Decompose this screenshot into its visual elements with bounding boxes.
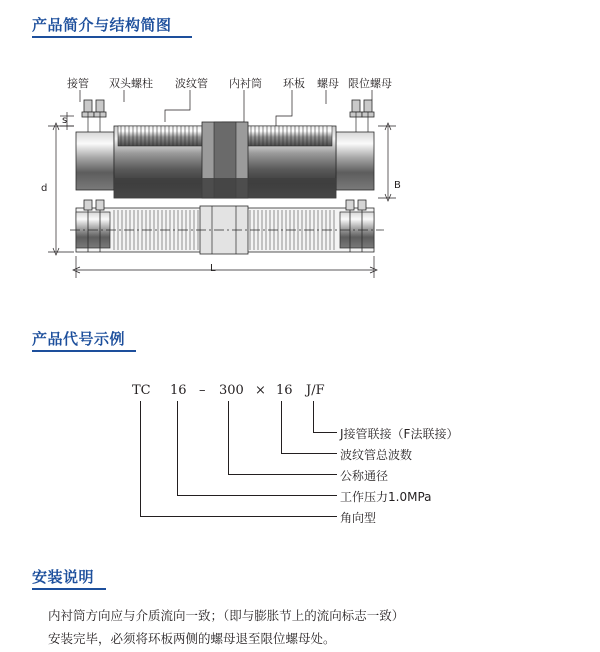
diagram-title-underline [32,36,192,38]
diagram-label-1: 双头螺柱 [109,77,153,90]
code-legend-4: 角向型 [340,511,377,525]
diagram-dim-L: L [210,263,216,274]
diagram-label-5: 螺母 [317,77,339,90]
code-token-1: 16 [170,383,187,398]
product-code-example [0,355,600,535]
diagram-dim-B: B [394,180,401,191]
code-token-3: 300 [219,383,244,398]
diagram-label-6: 限位螺母 [348,77,392,90]
diagram-dim-s: s [62,115,68,126]
code-leader-horizontal-0 [313,432,337,433]
code-legend-0: J接管联接（F法联接） [340,427,459,441]
code-token-2: – [199,383,206,398]
structure-diagram [0,60,600,310]
code-legend-2: 公称通径 [340,469,389,483]
code-token-6: J/F [306,383,325,398]
code-legend-3: 工作压力1.0MPa [340,490,432,504]
diagram-label-3: 内衬筒 [229,77,262,90]
diagram-dim-d: d [41,183,48,194]
code-section-title: 产品代号示例 [32,330,126,348]
code-token-0: TC [132,383,151,398]
code-legend-1: 波纹管总波数 [340,448,413,462]
diagram-label-0: 接管 [67,77,89,90]
install-note-0: 内衬筒方向应与介质流向一致；（即与膨胀节上的流向标志一致） [48,608,405,623]
code-leader-horizontal-3 [177,495,337,496]
code-leader-vertical-2 [228,401,229,474]
install-note-1: 安装完毕，必须将环板两侧的螺母退至限位螺母处。 [48,631,336,646]
diagram-label-2: 波纹管 [175,77,208,90]
diagram-label-4: 环板 [283,77,305,90]
code-leader-vertical-1 [281,401,282,453]
install-section-title: 安装说明 [32,568,95,586]
code-leader-horizontal-4 [140,516,337,517]
diagram-drawing [0,60,600,310]
code-leader-vertical-4 [140,401,141,516]
code-leader-vertical-3 [177,401,178,495]
diagram-section-title: 产品简介与结构简图 [32,16,172,34]
code-leader-vertical-0 [313,401,314,432]
code-token-4: × [255,383,266,398]
code-leader-horizontal-1 [281,453,337,454]
code-title-underline [32,350,136,352]
code-leader-horizontal-2 [228,474,337,475]
install-title-underline [32,588,106,590]
code-token-5: 16 [276,383,293,398]
